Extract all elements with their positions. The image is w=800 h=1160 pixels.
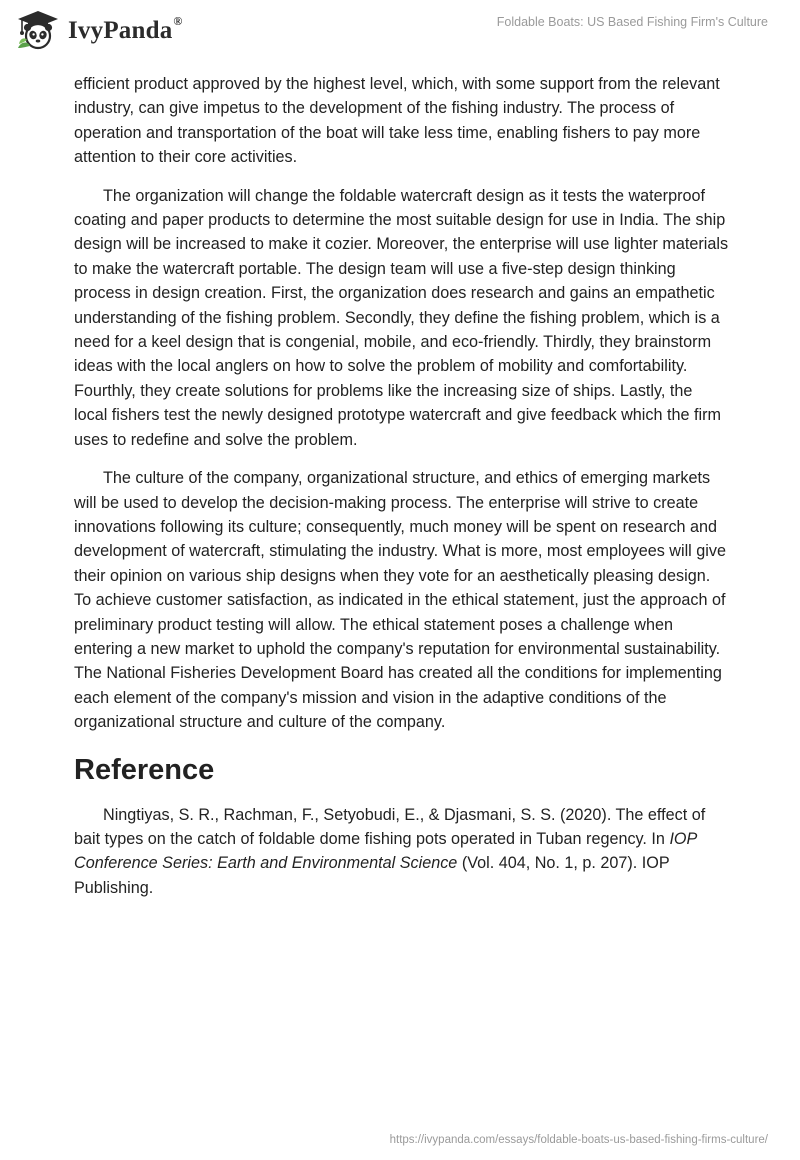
reference-authors-title: Ningtiyas, S. R., Rachman, F., Setyobudi, E., & Djasmani, S. S. (2020). The effect of bait types on the catch of foldable dome fishing pots operated in Tuban regency. In [74,805,706,848]
registered-mark: ® [173,13,183,28]
panda-graduate-icon [16,8,60,52]
reference-entry [74,803,730,901]
brand-name: IvyPanda® [68,13,183,44]
reference-details: (Vol. 404, No. 1, p. 207). IOP Publishing. [74,854,670,897]
reference-heading: Reference [74,753,215,786]
document-title: Foldable Boats: US Based Fishing Firm's Culture [496,15,768,29]
reference-journal: IOP Conference Series: Earth and Environmental Science [74,829,697,873]
page-header [0,0,800,60]
paragraph-2: The organization will change the foldable watercraft design as it tests the waterproof coating and paper products to determine the most suitable design for use in India. The ship design will be increased to make it cozier. Moreover, the enterprise will use lighter materials to make the watercraft portable. The design team will use a five-step design thinking process in design creation. First, the organization does research and gains an empathetic understanding of the fishing problem. Secondly, they define the fishing problem, which is a need for a keel design that is congenial, mobile, and eco-friendly. Thirdly, they brainstorm ideas with the local anglers on how to solve the problem of mobility and comfortability. Fourthly, they create solutions for problems like the increasing size of ships. Lastly, the local fishers test the newly designed prototype watercraft and give feedback which the firm uses to redefine and solve the problem. [74,186,729,449]
paragraph-3: The culture of the company, organizational structure, and ethics of emerging markets will be used to develop the decision-making process. The enterprise will strive to create innovations following its culture; consequently, much money will be spent on research and development of watercraft, stimulating the industry. What is more, most employees will give their opinion on various ship designs when they vote for an aesthetically pleasing design. To achieve customer satisfaction, as indicated in the ethical statement, just the approach of preliminary product testing will allow. The ethical statement poses a challenge when entering a new market to uphold the company's reputation for environmental sustainability. The National Fisheries Development Board has created all the conditions for implementing each element of the company's mission and vision in the adaptive conditions of the organizational structure and culture of the company. [74,469,726,732]
paragraph-1: efficient product approved by the highest level, which, with some support from the relevant industry, can give impetus to the development of the fishing industry. The process of operation and transportation of the boat will take less time, enabling fishers to pay more attention to their core activities. [74,75,720,167]
essay-content [74,72,730,914]
ivypanda-logo[interactable] [16,8,183,52]
source-url[interactable]: https://ivypanda.com/essays/foldable-boats-us-based-fishing-firms-culture/ [389,1134,768,1146]
